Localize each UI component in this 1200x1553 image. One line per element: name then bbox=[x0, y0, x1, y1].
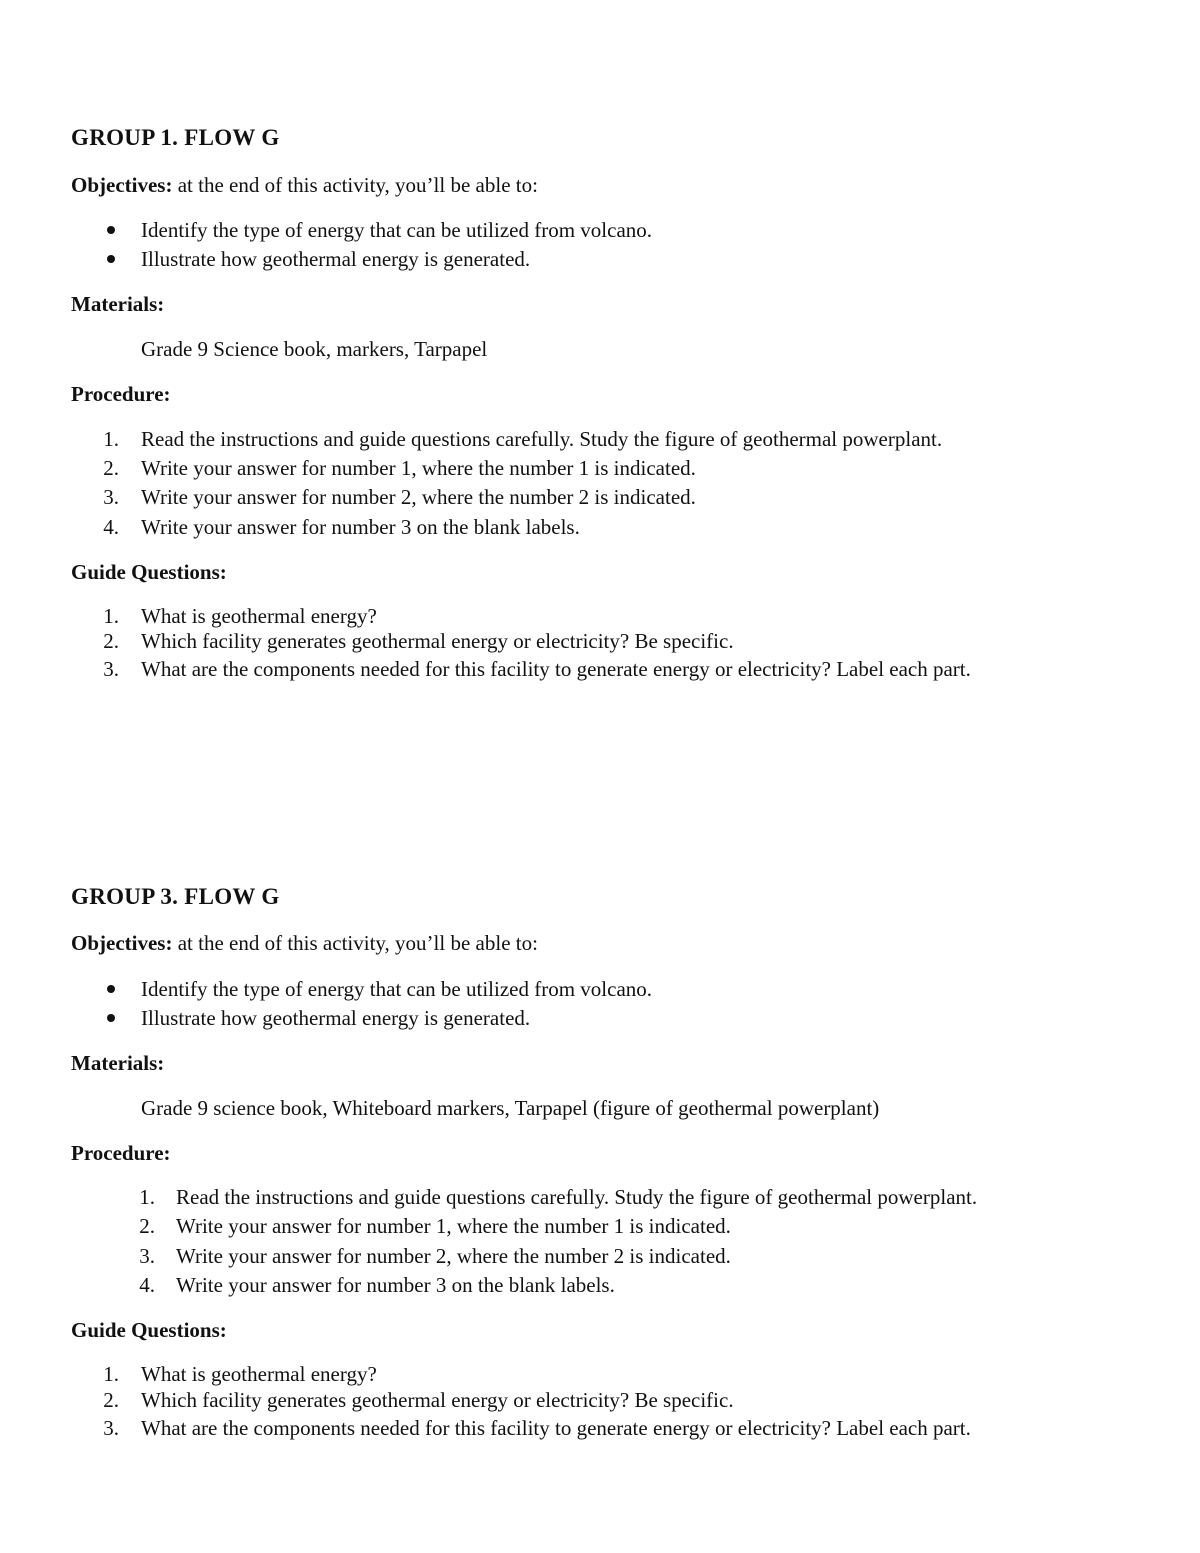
list-number: 3. bbox=[139, 1244, 155, 1268]
list-number: 1. bbox=[103, 1362, 119, 1386]
guide-question-item: What is geothermal energy? bbox=[141, 1362, 377, 1386]
objectives-label: Objectives: bbox=[71, 931, 173, 955]
materials-text: Grade 9 Science book, markers, Tarpapel bbox=[141, 337, 488, 361]
guide-questions-label: Guide Questions: bbox=[71, 1318, 227, 1342]
materials-label: Materials: bbox=[71, 1051, 165, 1075]
group-title: GROUP 1. FLOW G bbox=[71, 125, 280, 150]
objectives-line bbox=[71, 173, 538, 197]
list-number: 4. bbox=[103, 515, 119, 539]
objective-item: Illustrate how geothermal energy is generated. bbox=[141, 1006, 531, 1030]
guide-question-item: What are the components needed for this facility to generate energy or electricity? Label each part. bbox=[141, 657, 971, 681]
procedure-item: Read the instructions and guide questions carefully. Study the figure of geothermal powerplant. bbox=[141, 427, 943, 451]
procedure-item: Write your answer for number 3 on the blank labels. bbox=[141, 515, 580, 539]
procedure-item: Write your answer for number 2, where the number 2 is indicated. bbox=[141, 485, 696, 509]
objectives-intro: at the end of this activity, you’ll be able to: bbox=[172, 931, 538, 955]
group-title: GROUP 3. FLOW G bbox=[71, 884, 280, 909]
list-number: 2. bbox=[103, 1388, 119, 1412]
objective-item: Illustrate how geothermal energy is generated. bbox=[141, 247, 531, 271]
objective-item: Identify the type of energy that can be utilized from volcano. bbox=[141, 218, 653, 242]
guide-question-item: Which facility generates geothermal energy or electricity? Be specific. bbox=[141, 629, 734, 653]
list-number: 1. bbox=[103, 427, 119, 451]
guide-question-item: Which facility generates geothermal energy or electricity? Be specific. bbox=[141, 1388, 734, 1412]
list-number: 2. bbox=[103, 456, 119, 480]
list-number: 2. bbox=[103, 629, 119, 653]
procedure-label: Procedure: bbox=[71, 382, 171, 406]
guide-question-item: What is geothermal energy? bbox=[141, 604, 377, 628]
procedure-item: Write your answer for number 2, where the number 2 is indicated. bbox=[176, 1244, 731, 1268]
procedure-item: Write your answer for number 1, where the number 1 is indicated. bbox=[176, 1214, 731, 1238]
list-number: 3. bbox=[103, 1416, 119, 1440]
list-number: 1. bbox=[139, 1185, 155, 1209]
list-number: 4. bbox=[139, 1273, 155, 1297]
bullet-dot-icon bbox=[107, 985, 115, 993]
objective-item: Identify the type of energy that can be utilized from volcano. bbox=[141, 977, 653, 1001]
list-number: 3. bbox=[103, 485, 119, 509]
bullet-dot-icon bbox=[107, 1014, 115, 1022]
guide-questions-label: Guide Questions: bbox=[71, 560, 227, 584]
bullet-dot-icon bbox=[107, 255, 115, 263]
objectives-line bbox=[71, 931, 538, 955]
procedure-label: Procedure: bbox=[71, 1141, 171, 1165]
list-number: 2. bbox=[139, 1214, 155, 1238]
procedure-item: Write your answer for number 1, where the number 1 is indicated. bbox=[141, 456, 696, 480]
objectives-intro: at the end of this activity, you’ll be able to: bbox=[172, 173, 538, 197]
procedure-item: Write your answer for number 3 on the blank labels. bbox=[176, 1273, 615, 1297]
materials-label: Materials: bbox=[71, 292, 165, 316]
list-number: 3. bbox=[103, 657, 119, 681]
list-number: 1. bbox=[103, 604, 119, 628]
objectives-label: Objectives: bbox=[71, 173, 173, 197]
materials-text: Grade 9 science book, Whiteboard markers, Tarpapel (figure of geothermal powerplant) bbox=[141, 1096, 880, 1120]
procedure-item: Read the instructions and guide questions carefully. Study the figure of geothermal powerplant. bbox=[176, 1185, 978, 1209]
bullet-dot-icon bbox=[107, 226, 115, 234]
guide-question-item: What are the components needed for this facility to generate energy or electricity? Label each part. bbox=[141, 1416, 971, 1440]
